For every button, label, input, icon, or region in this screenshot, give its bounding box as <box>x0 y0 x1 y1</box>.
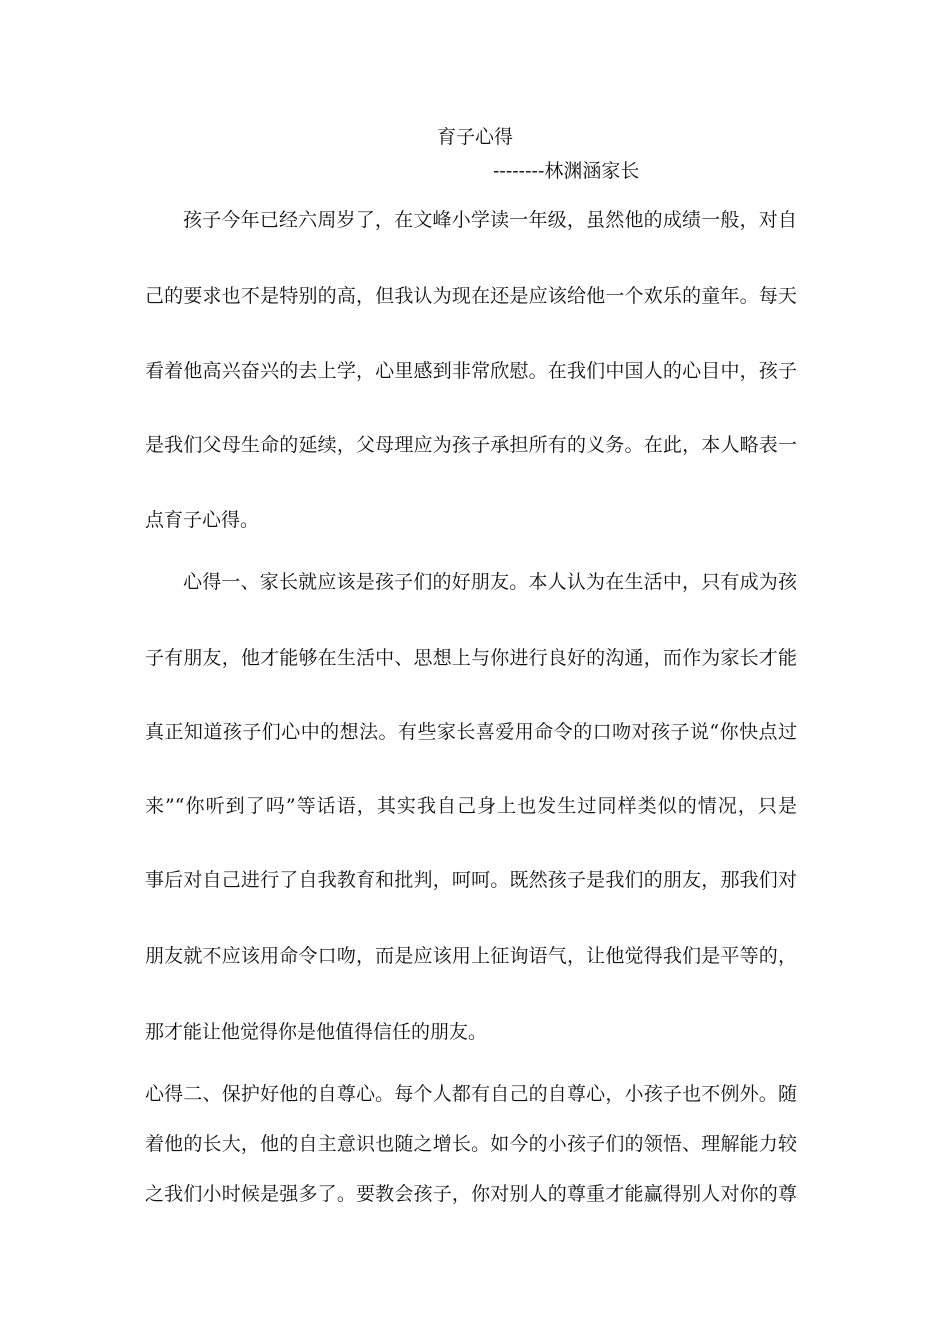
paragraph-line: 看着他高兴奋兴的去上学，心里感到非常欣慰。在我们中国人的心目中，孩子 <box>145 360 797 382</box>
paragraph-line: 之我们小时候是强多了。要教会孩子，你对别人的尊重才能赢得别人对你的尊 <box>145 1183 797 1205</box>
paragraph-line: 事后对自己进行了自我教育和批判，呵呵。既然孩子是我们的朋友，那我们对 <box>145 869 797 891</box>
paragraph-line: 点育子心得。 <box>145 509 260 531</box>
paragraph-line: 真正知道孩子们心中的想法。有些家长喜爱用命令的口吻对孩子说“你快点过 <box>145 721 797 743</box>
paragraph-line: 孩子今年已经六周岁了，在文峰小学读一年级，虽然他的成绩一般，对自 <box>183 209 797 231</box>
document-byline: --------林渊涵家长 <box>493 160 640 182</box>
paragraph-line: 是我们父母生命的延续，父母理应为孩子承担所有的义务。在此，本人略表一 <box>145 434 797 456</box>
paragraph-line: 朋友就不应该用命令口吻，而是应该用上征询语气，让他觉得我们是平等的， <box>145 945 797 967</box>
paragraph-line: 心得一、家长就应该是孩子们的好朋友。本人认为在生活中，只有成为孩 <box>183 571 797 593</box>
paragraph-line: 着他的长大，他的自主意识也随之增长。如今的小孩子们的领悟、理解能力较 <box>145 1133 797 1155</box>
paragraph-line: 己的要求也不是特别的高，但我认为现在还是应该给他一个欢乐的童年。每天 <box>145 285 797 307</box>
paragraph-line: 来”“你听到了吗”等话语，其实我自己身上也发生过同样类似的情况，只是 <box>145 795 797 817</box>
paragraph-line: 子有朋友，他才能够在生活中、思想上与你进行良好的沟通，而作为家长才能 <box>145 647 797 669</box>
paragraph-line: 心得二、保护好他的自尊心。每个人都有自己的自尊心，小孩子也不例外。随 <box>145 1083 797 1105</box>
paragraph-line: 那才能让他觉得你是他值得信任的朋友。 <box>145 1021 488 1043</box>
document-title: 育子心得 <box>436 126 513 148</box>
